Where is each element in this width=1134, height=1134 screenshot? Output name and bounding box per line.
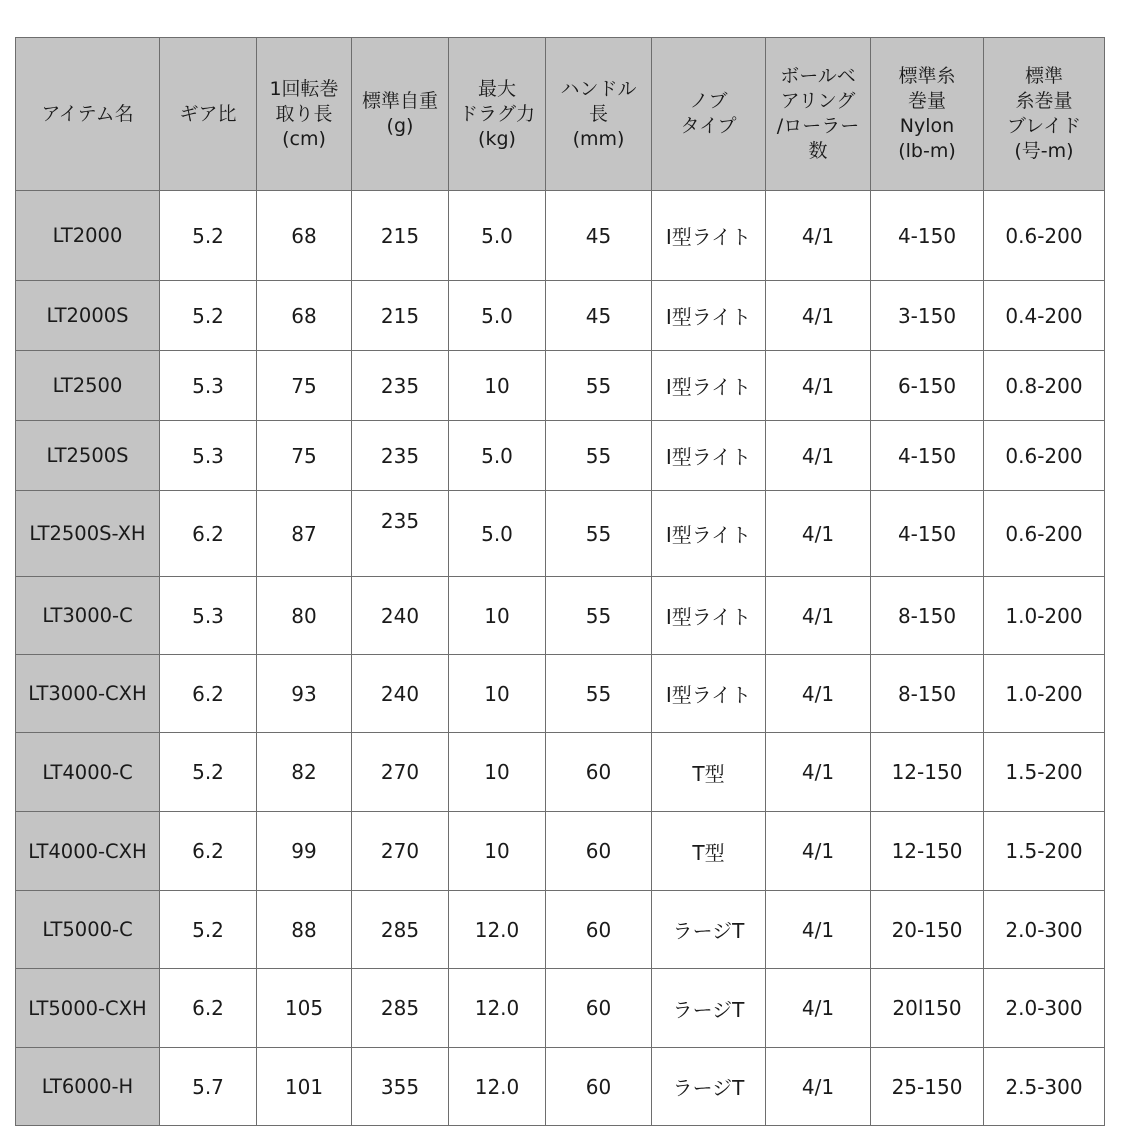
- header-label-line: 長: [588, 102, 608, 125]
- header-label-line: (lb-m): [898, 140, 956, 162]
- handle-length-cell: 60: [546, 891, 652, 969]
- handle-length-cell: 55: [546, 351, 652, 421]
- item-name-cell: LT2500: [16, 351, 160, 421]
- braid-capacity-cell: 1.5-200: [984, 812, 1105, 891]
- knob-type-cell: I型ライト: [652, 421, 766, 491]
- knob-type-cell: I型ライト: [652, 491, 766, 577]
- retrieve-length-cell: 75: [257, 351, 352, 421]
- item-name-cell: LT2000S: [16, 281, 160, 351]
- weight-cell: 235: [352, 491, 449, 577]
- knob-type-cell: ラージT: [652, 891, 766, 969]
- retrieve-length-cell: 88: [257, 891, 352, 969]
- handle-length-cell: 60: [546, 812, 652, 891]
- braid-capacity-cell: 0.8-200: [984, 351, 1105, 421]
- nylon-capacity-cell: 12-150: [871, 733, 984, 812]
- item-name-cell: LT4000-CXH: [16, 812, 160, 891]
- braid-capacity-cell: 2.5-300: [984, 1048, 1105, 1126]
- nylon-capacity-cell: 3-150: [871, 281, 984, 351]
- weight-cell: 235: [352, 351, 449, 421]
- item-name-cell: LT3000-C: [16, 577, 160, 655]
- handle-length-cell: 55: [546, 491, 652, 577]
- header-label-line: ドラグ力: [458, 102, 535, 125]
- table-row: [16, 351, 1105, 421]
- bearings-cell: 4/1: [766, 421, 871, 491]
- knob-type-cell: ラージT: [652, 1048, 766, 1126]
- item-name-cell: LT6000-H: [16, 1048, 160, 1126]
- max-drag-cell: 10: [449, 812, 546, 891]
- header-label-line: 取り長: [275, 102, 333, 125]
- header-label-line: ブレイド: [1006, 115, 1082, 137]
- retrieve-length-cell: 99: [257, 812, 352, 891]
- table-row: [16, 655, 1105, 733]
- item-name-cell: LT5000-CXH: [16, 969, 160, 1048]
- table-header: [16, 38, 1105, 191]
- header-gear-ratio: [160, 38, 257, 191]
- item-name-cell: LT2500S-XH: [16, 491, 160, 577]
- braid-capacity-cell: 1.5-200: [984, 733, 1105, 812]
- header-label-line: /ローラー: [776, 115, 860, 137]
- max-drag-cell: 12.0: [449, 891, 546, 969]
- header-row: [16, 38, 1105, 191]
- bearings-cell: 4/1: [766, 281, 871, 351]
- retrieve-length-cell: 68: [257, 281, 352, 351]
- retrieve-length-cell: 87: [257, 491, 352, 577]
- retrieve-length-cell: 68: [257, 191, 352, 281]
- max-drag-cell: 10: [449, 351, 546, 421]
- nylon-capacity-cell: 12-150: [871, 812, 984, 891]
- knob-type-cell: T型: [652, 733, 766, 812]
- header-handle-length: [546, 38, 652, 191]
- gear-ratio-cell: 5.2: [160, 281, 257, 351]
- gear-ratio-cell: 5.2: [160, 191, 257, 281]
- header-label-line: ハンドル: [560, 77, 637, 100]
- header-label-line: (号-m): [1014, 140, 1074, 162]
- retrieve-length-cell: 93: [257, 655, 352, 733]
- max-drag-cell: 10: [449, 733, 546, 812]
- bearings-cell: 4/1: [766, 191, 871, 281]
- knob-type-cell: I型ライト: [652, 281, 766, 351]
- spec-table: [15, 37, 1105, 1126]
- nylon-capacity-cell: 6-150: [871, 351, 984, 421]
- max-drag-cell: 5.0: [449, 491, 546, 577]
- weight-cell: 240: [352, 577, 449, 655]
- nylon-capacity-cell: 8-150: [871, 655, 984, 733]
- weight-cell: 355: [352, 1048, 449, 1126]
- bearings-cell: 4/1: [766, 577, 871, 655]
- weight-cell: 215: [352, 281, 449, 351]
- retrieve-length-cell: 75: [257, 421, 352, 491]
- table-row: [16, 891, 1105, 969]
- bearings-cell: 4/1: [766, 733, 871, 812]
- retrieve-length-cell: 82: [257, 733, 352, 812]
- gear-ratio-cell: 6.2: [160, 655, 257, 733]
- gear-ratio-cell: 6.2: [160, 491, 257, 577]
- table-row: [16, 733, 1105, 812]
- retrieve-length-cell: 101: [257, 1048, 352, 1126]
- header-label-line: (cm): [282, 127, 326, 150]
- braid-capacity-cell: 2.0-300: [984, 891, 1105, 969]
- bearings-cell: 4/1: [766, 491, 871, 577]
- gear-ratio-cell: 5.2: [160, 733, 257, 812]
- header-label-line: (g): [386, 115, 414, 137]
- gear-ratio-cell: 5.3: [160, 421, 257, 491]
- weight-cell: 285: [352, 891, 449, 969]
- bearings-cell: 4/1: [766, 812, 871, 891]
- item-name-cell: LT4000-C: [16, 733, 160, 812]
- max-drag-cell: 5.0: [449, 281, 546, 351]
- bearings-cell: 4/1: [766, 969, 871, 1048]
- knob-type-cell: T型: [652, 812, 766, 891]
- header-label-line: Nylon: [899, 115, 955, 137]
- bearings-cell: 4/1: [766, 655, 871, 733]
- gear-ratio-cell: 5.2: [160, 891, 257, 969]
- nylon-capacity-cell: 25-150: [871, 1048, 984, 1126]
- handle-length-cell: 60: [546, 969, 652, 1048]
- table-row: [16, 812, 1105, 891]
- header-label-line: (kg): [478, 127, 516, 150]
- header-label-line: 最大: [477, 77, 516, 100]
- item-name-cell: LT2500S: [16, 421, 160, 491]
- braid-capacity-cell: 1.0-200: [984, 577, 1105, 655]
- header-label-line: ボールベ: [780, 65, 856, 87]
- table-body: [16, 191, 1105, 1126]
- header-label-line: 巻量: [907, 90, 946, 112]
- weight-cell: 270: [352, 812, 449, 891]
- table-row: [16, 1048, 1105, 1126]
- nylon-capacity-cell: 20l150: [871, 969, 984, 1048]
- gear-ratio-cell: 5.3: [160, 351, 257, 421]
- header-label-line: (mm): [572, 127, 625, 150]
- table-row: [16, 191, 1105, 281]
- gear-ratio-cell: 6.2: [160, 812, 257, 891]
- gear-ratio-cell: 5.7: [160, 1048, 257, 1126]
- handle-length-cell: 60: [546, 1048, 652, 1126]
- knob-type-cell: I型ライト: [652, 191, 766, 281]
- max-drag-cell: 5.0: [449, 421, 546, 491]
- header-label-line: アイテム名: [41, 102, 134, 125]
- weight-cell: 285: [352, 969, 449, 1048]
- retrieve-length-cell: 105: [257, 969, 352, 1048]
- braid-capacity-cell: 0.6-200: [984, 421, 1105, 491]
- table-row: [16, 421, 1105, 491]
- gear-ratio-cell: 5.3: [160, 577, 257, 655]
- knob-type-cell: ラージT: [652, 969, 766, 1048]
- braid-capacity-cell: 0.4-200: [984, 281, 1105, 351]
- max-drag-cell: 10: [449, 655, 546, 733]
- retrieve-length-cell: 80: [257, 577, 352, 655]
- handle-length-cell: 55: [546, 655, 652, 733]
- braid-capacity-cell: 2.0-300: [984, 969, 1105, 1048]
- header-knob-type: [652, 38, 766, 191]
- max-drag-cell: 12.0: [449, 969, 546, 1048]
- header-label-line: ノブ: [689, 90, 728, 112]
- nylon-capacity-cell: 4-150: [871, 421, 984, 491]
- handle-length-cell: 45: [546, 191, 652, 281]
- header-bearings: [766, 38, 871, 191]
- nylon-capacity-cell: 4-150: [871, 491, 984, 577]
- handle-length-cell: 60: [546, 733, 652, 812]
- braid-capacity-cell: 1.0-200: [984, 655, 1105, 733]
- handle-length-cell: 55: [546, 421, 652, 491]
- knob-type-cell: I型ライト: [652, 577, 766, 655]
- header-braid-capacity: [984, 38, 1105, 191]
- header-label-line: 糸巻量: [1015, 90, 1073, 112]
- knob-type-cell: I型ライト: [652, 351, 766, 421]
- bearings-cell: 4/1: [766, 891, 871, 969]
- header-label-line: 標準糸: [898, 65, 956, 87]
- header-item-name: [16, 38, 160, 191]
- table-row: [16, 491, 1105, 577]
- header-label-line: 標準自重: [361, 90, 438, 112]
- weight-cell: 215: [352, 191, 449, 281]
- table-row: [16, 577, 1105, 655]
- gear-ratio-cell: 6.2: [160, 969, 257, 1048]
- bearings-cell: 4/1: [766, 351, 871, 421]
- max-drag-cell: 12.0: [449, 1048, 546, 1126]
- header-nylon-capacity: [871, 38, 984, 191]
- header-label-line: 1回転巻: [269, 77, 339, 100]
- weight-cell: 240: [352, 655, 449, 733]
- braid-capacity-cell: 0.6-200: [984, 491, 1105, 577]
- max-drag-cell: 10: [449, 577, 546, 655]
- header-label-line: ギア比: [179, 102, 237, 125]
- handle-length-cell: 55: [546, 577, 652, 655]
- max-drag-cell: 5.0: [449, 191, 546, 281]
- item-name-cell: LT5000-C: [16, 891, 160, 969]
- header-label-line: 数: [808, 140, 828, 162]
- header-label-line: 標準: [1024, 65, 1063, 87]
- table-row: [16, 281, 1105, 351]
- header-weight: [352, 38, 449, 191]
- header-label-line: アリング: [780, 90, 856, 112]
- header-max-drag: [449, 38, 546, 191]
- header-retrieve-length: [257, 38, 352, 191]
- nylon-capacity-cell: 20-150: [871, 891, 984, 969]
- nylon-capacity-cell: 8-150: [871, 577, 984, 655]
- item-name-cell: LT3000-CXH: [16, 655, 160, 733]
- braid-capacity-cell: 0.6-200: [984, 191, 1105, 281]
- handle-length-cell: 45: [546, 281, 652, 351]
- weight-cell: 235: [352, 421, 449, 491]
- weight-cell: 270: [352, 733, 449, 812]
- table-row: [16, 969, 1105, 1048]
- knob-type-cell: I型ライト: [652, 655, 766, 733]
- nylon-capacity-cell: 4-150: [871, 191, 984, 281]
- header-label-line: タイプ: [680, 115, 737, 137]
- bearings-cell: 4/1: [766, 1048, 871, 1126]
- item-name-cell: LT2000: [16, 191, 160, 281]
